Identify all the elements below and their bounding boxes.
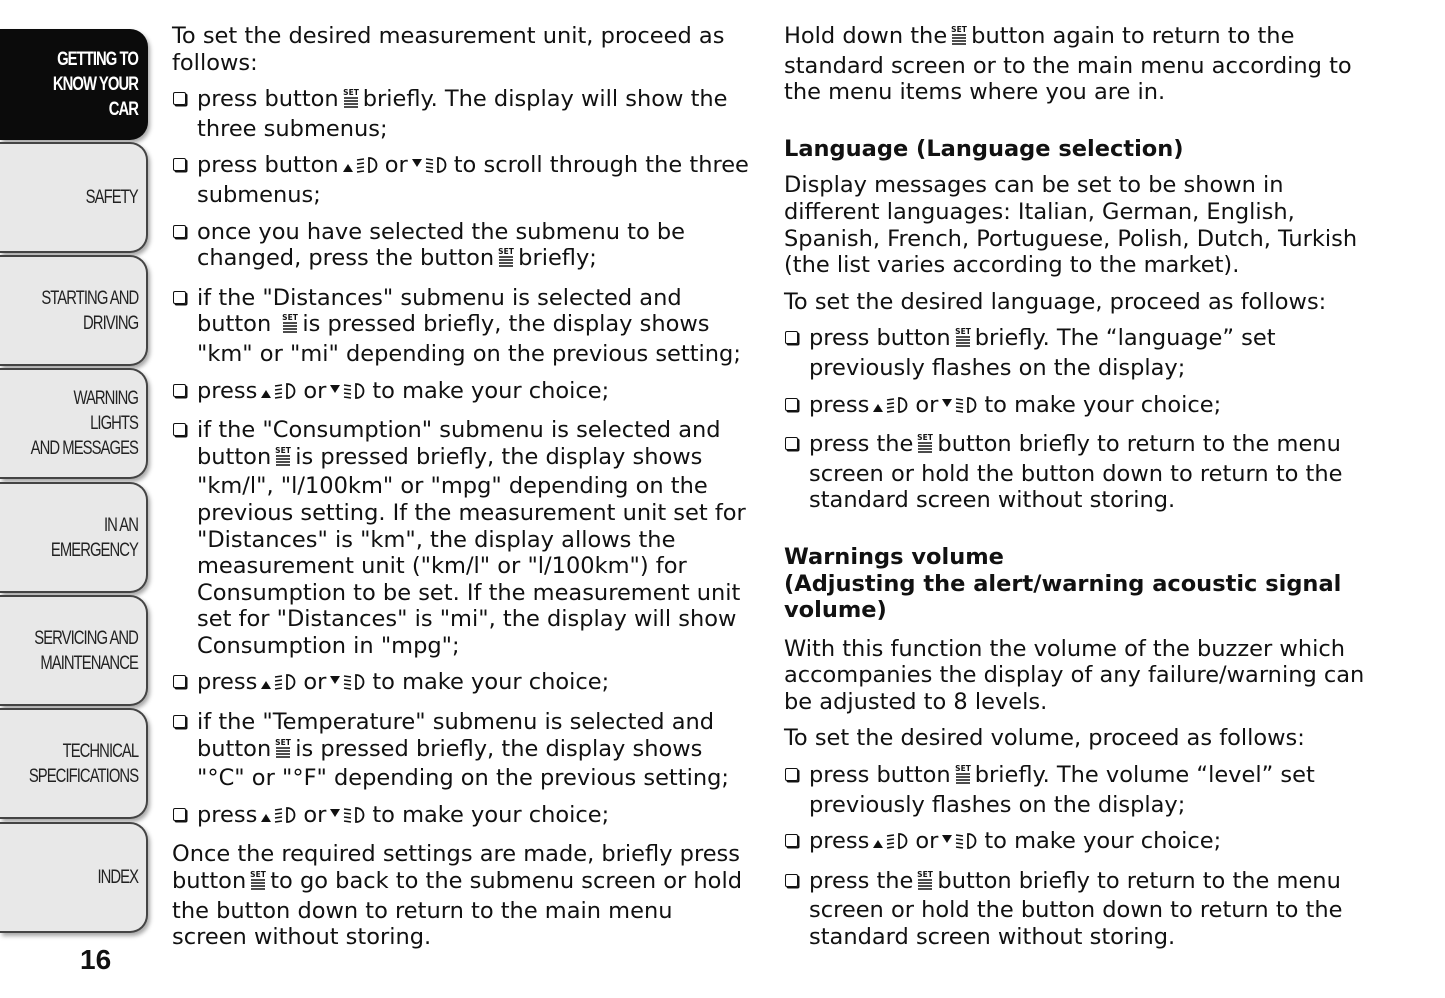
svg-text:SET: SET [954, 327, 971, 337]
tab-label: IN AN EMERGENCY [50, 514, 138, 561]
section-heading-warnings-volume [784, 544, 1384, 624]
tab-servicing-and-maintenance[interactable] [0, 595, 148, 706]
set-button-icon [916, 869, 934, 898]
tab-label: SAFETY [85, 187, 138, 208]
list-item: if the "Consumption" submenu is selected and button SET is pressed briefly, the display shows "km/l", "l/100km" or "mpg" depending on the previous setting. If the measurement unit set for "Distances" is "km", the display allows the measurement unit ("km/l" or "l/100km") for Consumption to be set. If the measurement unit set for "Distances" is "mi", the display will show Consumption in "mpg"; [172, 417, 752, 659]
list-item: press or to make your choice; [172, 378, 752, 408]
right-column [784, 23, 1384, 961]
down-arrow-light-icon [411, 153, 451, 182]
svg-text:SET: SET [275, 737, 292, 747]
list-item: press button SET briefly. The “language” set previously flashes on the display; [784, 325, 1384, 381]
language-instructions: To set the desired language, proceed as follows: [784, 288, 1327, 315]
section-heading-language: Language (Language selection) [784, 135, 1184, 162]
tab-in-an-emergency[interactable] [0, 482, 148, 593]
up-arrow-light-icon [342, 153, 382, 182]
list-item: press or to make your choice; [172, 669, 752, 699]
tab-label: INDEX [97, 867, 138, 888]
warnings-paragraph: With this function the volume of the buzzer which accompanies the display of any failure/warning can be adjusted to 8 levels. [784, 635, 1365, 715]
set-button-icon [281, 312, 299, 341]
hold-paragraph: Hold down the SET button again to return to the standard screen or to the main menu according to the menu items where you are in. [784, 23, 1352, 106]
down-arrow-light-icon [329, 379, 369, 408]
svg-text:SET: SET [917, 433, 934, 443]
outro-paragraph: Once the required settings are made, briefly press button SET to go back to the submenu screen or hold the button down to return to the main menu screen without storing. [172, 841, 742, 951]
list-item: press button SET briefly. The display will show the three submenus; [172, 86, 752, 142]
tab-label: TECHNICAL SPECIFICATIONS [28, 740, 138, 787]
list-item: press or to make your choice; [784, 392, 1384, 422]
list-item: press or to make your choice; [784, 828, 1384, 858]
down-arrow-light-icon [329, 670, 369, 699]
tab-technical-specifications[interactable] [0, 708, 148, 819]
set-button-icon [249, 869, 267, 898]
heading-title: Warnings volume [784, 543, 1004, 570]
svg-text:SET: SET [917, 869, 934, 879]
warnings-instructions: To set the desired volume, proceed as follows: [784, 725, 1305, 752]
down-arrow-light-icon [941, 393, 981, 422]
set-button-icon [954, 763, 972, 792]
tab-label: SERVICING AND MAINTENANCE [34, 627, 138, 674]
set-button-icon [274, 445, 292, 474]
svg-text:SET: SET [250, 870, 267, 880]
set-button-icon [954, 326, 972, 355]
down-arrow-light-icon [941, 829, 981, 858]
list-item: press button SET briefly. The volume “level” set previously flashes on the display; [784, 762, 1384, 818]
list-item: press button or to scroll through the three submenus; [172, 152, 752, 208]
up-arrow-light-icon [872, 829, 912, 858]
intro-paragraph: To set the desired measurement unit, proceed as follows: [172, 23, 725, 76]
up-arrow-light-icon [260, 670, 300, 699]
set-button-icon [497, 246, 515, 275]
set-button-icon [342, 87, 360, 116]
language-paragraph: Display messages can be set to be shown in different languages: Italian, German, English, Spanish, French, Portuguese, Polish, Dutch, Turkish (the list varies according to the market). [784, 172, 1358, 279]
set-button-icon [274, 737, 292, 766]
tab-safety[interactable] [0, 142, 148, 253]
list-item: if the "Distances" submenu is selected and button SET is pressed briefly, the display shows "km" or "mi" depending on the previous setting; [172, 285, 752, 368]
heading-subtitle: (Adjusting the alert/warning acoustic signal volume) [784, 570, 1342, 624]
up-arrow-light-icon [872, 393, 912, 422]
tab-warning-lights-and-messages[interactable] [0, 368, 148, 479]
svg-text:SET: SET [275, 445, 292, 455]
list-item: if the "Temperature" submenu is selected and button SET is pressed briefly, the display shows "°C" or "°F" depending on the previous setting; [172, 709, 752, 792]
list-item: press the SET button briefly to return to the menu screen or hold the button down to return to the standard screen without storing. [784, 431, 1384, 514]
tab-getting-to-know-your-car[interactable] [0, 29, 148, 140]
up-arrow-light-icon [260, 803, 300, 832]
svg-text:SET: SET [954, 764, 971, 774]
tab-label: WARNING LIGHTS AND MESSAGES [30, 388, 138, 459]
svg-text:SET: SET [951, 25, 967, 34]
down-arrow-light-icon [329, 803, 369, 832]
tab-label: GETTING TO KNOW YOUR CAR [52, 49, 138, 120]
tab-starting-and-driving[interactable] [0, 255, 148, 366]
set-button-icon [916, 432, 934, 461]
set-button-icon [950, 24, 968, 53]
svg-text:SET: SET [498, 247, 514, 257]
svg-text:SET: SET [342, 88, 359, 98]
list-item: press or to make your choice; [172, 802, 752, 832]
page-number: 16 [80, 944, 112, 975]
list-item: once you have selected the submenu to be changed, press the button SET briefly; [172, 219, 752, 275]
list-item: press the SET button briefly to return to the menu screen or hold the button down to return to the standard screen without storing. [784, 868, 1384, 951]
tab-index[interactable] [0, 822, 148, 933]
tab-label: STARTING AND DRIVING [41, 287, 138, 334]
svg-text:SET: SET [282, 313, 299, 323]
up-arrow-light-icon [260, 379, 300, 408]
left-column [172, 23, 752, 961]
